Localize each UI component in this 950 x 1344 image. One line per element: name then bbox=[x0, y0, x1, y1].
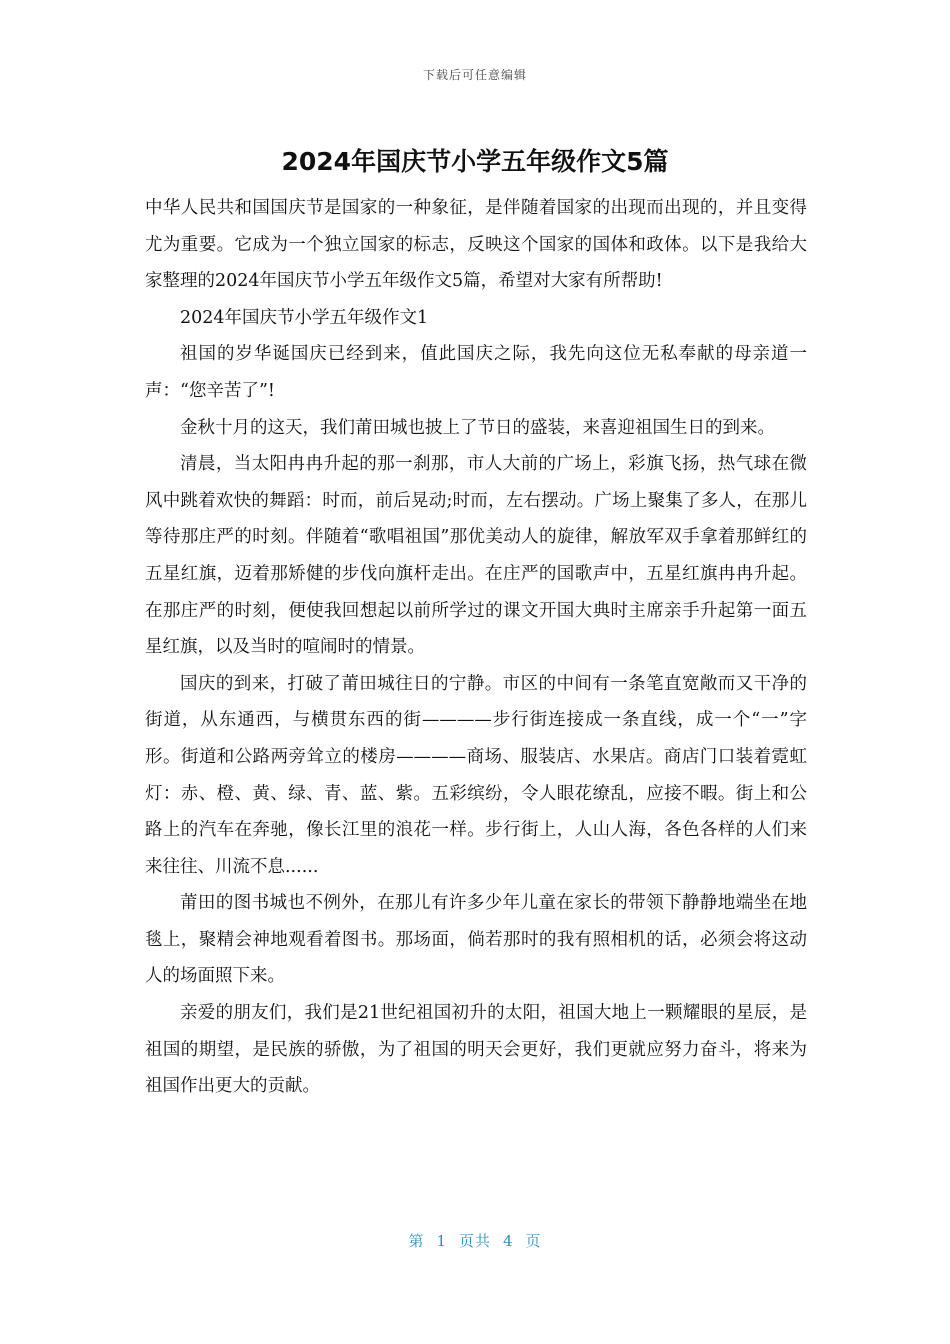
body-paragraph: 祖国的岁华诞国庆已经到来，值此国庆之际，我先向这位无私奉献的母亲道一声：“您辛苦了”! bbox=[145, 344, 807, 401]
intro-paragraph: 中华人民共和国国庆节是国家的一种象征，是伴随着国家的出现而出现的，并且变得尤为重要。它成为一个独立国家的标志，反映这个国家的国体和政体。以下是我给大家整理的2024年国庆节小学五年级作文5篇，希望对大家有所帮助! bbox=[145, 198, 807, 292]
essay-heading: 2024年国庆节小学五年级作文1 bbox=[180, 307, 429, 328]
body-paragraph: 莆田的图书城也不例外，在那儿有许多少年儿童在家长的带领下静静地端坐在地毯上，聚精会神地观看着图书。那场面，倘若那时的我有照相机的话，必须会将这动人的场面照下来。 bbox=[145, 893, 807, 987]
page-footer bbox=[0, 1230, 950, 1251]
body-paragraph: 亲爱的朋友们，我们是21世纪祖国初升的太阳，祖国大地上一颗耀眼的星辰，是祖国的期望，是民族的骄傲，为了祖国的明天会更好，我们更就应努力奋斗，将来为祖国作出更大的贡献。 bbox=[145, 1003, 807, 1097]
footer-total-pages: 4 bbox=[503, 1232, 514, 1250]
footer-page-number: 1 bbox=[436, 1232, 447, 1250]
document-body bbox=[145, 190, 807, 1105]
document-title: 2024年国庆节小学五年级作文5篇 bbox=[281, 147, 669, 176]
body-paragraph: 国庆的到来，打破了莆田城往日的宁静。市区的中间有一条笔直宽敞而又干净的街道，从东通西，与横贯东西的街————步行街连接成一条直线，成一个“一”字形。街道和公路两旁耸立的楼房————商场、服装店、水果店。商店门口装着霓虹灯：赤、橙、黄、绿、青、蓝、紫。五彩缤纷，令人眼花缭乱，应接不暇。街上和公路上的汽车在奔驰，像长江里的浪花一样。步行街上，人山人海，各色各样的人们来来往往、川流不息...... bbox=[145, 673, 807, 877]
body-paragraph: 金秋十月的这天，我们莆田城也披上了节日的盛装，来喜迎祖国生日的到来。 bbox=[180, 417, 775, 438]
body-paragraph: 清晨，当太阳冉冉升起的那一刹那，市人大前的广场上，彩旗飞扬，热气球在微风中跳着欢快的舞蹈：时而，前后晃动;时而，左右摆动。广场上聚集了多人，在那儿等待那庄严的时刻。伴随着“歌唱祖国”那优美动人的旋律，解放军双手拿着那鲜红的五星红旗，迈着那矫健的步伐向旗杆走出。在庄严的国歌声中，五星红旗冉冉升起。在那庄严的时刻，便使我回想起以前所学过的课文开国大典时主席亲手升起第一面五星红旗，以及当时的喧闹时的情景。 bbox=[145, 454, 807, 658]
header-note: 下载后可任意编辑 bbox=[422, 68, 527, 82]
footer-word-di: 第 bbox=[408, 1232, 425, 1250]
footer-word-ye-gong: 页共 bbox=[458, 1232, 491, 1250]
footer-word-ye: 页 bbox=[525, 1232, 542, 1250]
